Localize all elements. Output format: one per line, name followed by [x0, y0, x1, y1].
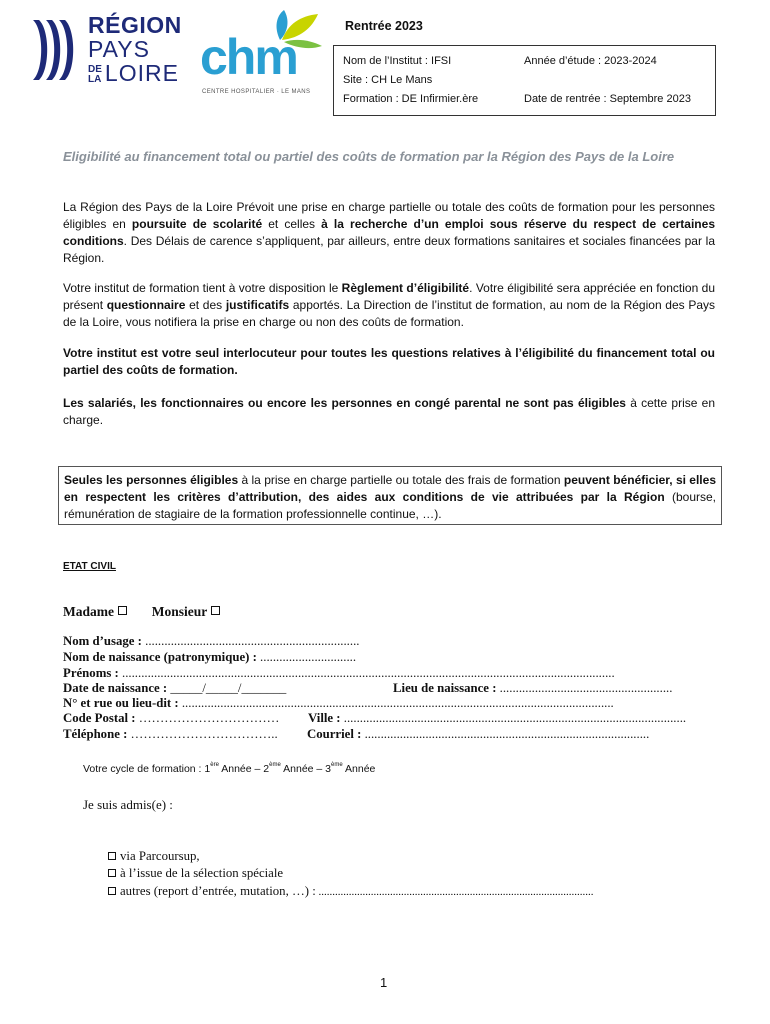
chm-logo	[200, 10, 325, 94]
region-logo-line2: PAYS	[88, 36, 150, 62]
text-run: Les salariés, les fonctionnaires ou encore les personnes en congé parental ne sont pas éligibles	[63, 396, 626, 410]
text-run: apportés. La Direction de l’institut de formation, au nom de la Région des Pays de la Loire, vous notifiera la prise en charge ou non des coûts de formation.	[63, 298, 716, 329]
nom-usage-label: Nom d’usage :	[63, 634, 142, 648]
text-run: Seules les personnes éligibles	[64, 473, 239, 487]
rentree-label: Rentrée 2023	[345, 19, 423, 33]
nom-usage-field[interactable]	[63, 634, 359, 649]
region-logo-line3: LOIRE	[104, 60, 179, 86]
admission-option-selection[interactable]	[108, 866, 283, 881]
text-run: (bourse, rémunération de stagiaire de la formation professionnelle continue, …).	[64, 490, 716, 521]
autres-dots: ....................................................................................................	[315, 886, 594, 898]
text-run: Votre institut est votre seul interlocuteur pour toutes les questions relatives à l’éligibilité du financement total ou partiel des coûts de formation.	[63, 346, 715, 377]
monsieur-label: Monsieur	[151, 604, 208, 619]
code-postal-dots: ……………………………	[135, 711, 280, 725]
prenoms-field[interactable]	[63, 666, 615, 681]
formation: Formation : DE Infirmier.ère	[343, 93, 479, 105]
lieu-naissance-label: Lieu de naissance :	[393, 681, 497, 695]
contact-paragraph	[63, 345, 715, 379]
chm-logo-word: chm	[200, 29, 297, 85]
courriel-field[interactable]	[307, 727, 649, 742]
telephone-label: Téléphone :	[63, 727, 128, 741]
study-year: Année d’étude : 2023-2024	[524, 55, 657, 67]
etat-civil-heading: ETAT CIVIL	[63, 561, 116, 572]
adresse-field[interactable]	[63, 696, 614, 711]
admission-option-parcoursup[interactable]	[108, 849, 200, 864]
chm-logo-subtitle: CENTRE HOSPITALIER · LE MANS	[202, 89, 311, 95]
nom-naissance-dots: ..............................	[256, 650, 357, 664]
code-postal-field[interactable]	[63, 711, 279, 726]
institute-info-box	[333, 45, 716, 116]
aid-notice-text	[64, 472, 716, 523]
institute-name: Nom de l’Institut : IFSI	[343, 55, 452, 67]
region-logo-line1: RÉGION	[88, 12, 182, 38]
text-run: La Région des Pays de la Loire Prévoit une prise en charge partielle ou totale des coûts de formation pour les personnes éligibles en	[63, 200, 715, 231]
autres-checkbox[interactable]	[108, 887, 116, 895]
selection-label: à l’issue de la sélection spéciale	[120, 866, 284, 880]
civility-choice	[63, 604, 220, 620]
telephone-dots: ……………………………..	[127, 727, 278, 741]
ville-dots: ...........................................................................................................	[340, 711, 687, 725]
region-logo-de-la: DE LA	[88, 64, 102, 85]
ville-label: Ville :	[308, 711, 341, 725]
intro-paragraph	[63, 199, 715, 267]
text-run: . Votre éligibilité sera appréciée en fonction du présent	[63, 281, 715, 312]
text-run: et celles	[262, 217, 322, 231]
prenoms-dots: ..........................................................................................................................................................	[118, 666, 615, 680]
lieu-naissance-field[interactable]	[393, 681, 672, 696]
nom-usage-dots: ...................................................................	[141, 634, 360, 648]
cycle-year-3: Année	[342, 763, 376, 775]
aid-notice-box	[58, 466, 722, 525]
adresse-dots: .......................................................................................................................................	[178, 696, 614, 710]
prenoms-label: Prénoms :	[63, 666, 119, 680]
cycle-sup-3: ème	[331, 762, 343, 768]
text-run: questionnaire	[106, 298, 186, 312]
madame-label: Madame	[63, 604, 114, 619]
telephone-field[interactable]	[63, 727, 278, 742]
code-postal-label: Code Postal :	[63, 711, 136, 725]
text-run: à cette prise en charge.	[63, 396, 716, 427]
selection-checkbox[interactable]	[108, 869, 116, 877]
text-run: et des	[185, 298, 226, 312]
eligibility-rules-paragraph	[63, 280, 715, 331]
madame-checkbox[interactable]	[118, 606, 127, 615]
start-date: Date de rentrée : Septembre 2023	[524, 93, 691, 105]
cycle-year-1: Année – 2	[218, 763, 270, 775]
adresse-label: N° et rue ou lieu-dit :	[63, 696, 179, 710]
ville-field[interactable]	[308, 711, 686, 726]
region-pays-de-la-loire-logo	[30, 14, 190, 86]
parcoursup-label: via Parcoursup,	[120, 849, 200, 863]
page-number: 1	[380, 975, 388, 990]
exclusions-paragraph	[63, 395, 715, 429]
nom-naissance-label: Nom de naissance (patronymique) :	[63, 650, 257, 664]
date-naissance-field[interactable]	[63, 681, 286, 696]
site: Site : CH Le Mans	[343, 74, 433, 86]
autres-label: autres (report d’entrée, mutation, …) :	[120, 884, 316, 898]
courriel-dots: .........................................................................................	[361, 727, 650, 741]
text-run: Règlement d’éligibilité	[341, 281, 470, 295]
cycle-sup-2: ème	[269, 762, 281, 768]
text-run: peuvent bénéficier, si elles en respectent les critères d’attribution, des aides aux conditions de vie attribuées par la Région	[64, 473, 716, 504]
text-run: à la prise en charge partielle ou totale des frais de formation	[238, 473, 564, 487]
text-run: Votre institut de formation tient à votre disposition le	[63, 281, 342, 295]
monsieur-checkbox[interactable]	[211, 606, 220, 615]
training-cycle	[83, 762, 375, 775]
admission-option-autres[interactable]	[108, 884, 594, 899]
document-title: Eligibilité au financement total ou partiel des coûts de formation par la Région des Pays de la Loire	[63, 149, 675, 164]
text-run: justificatifs	[225, 298, 290, 312]
cycle-year-2: Année – 3	[280, 763, 332, 775]
nom-naissance-field[interactable]	[63, 650, 356, 665]
date-naissance-value: _____/_____/_______	[167, 681, 287, 695]
region-logo-mark-icon	[30, 18, 82, 82]
cycle-label: Votre cycle de formation : 1	[83, 763, 211, 775]
courriel-label: Courriel :	[307, 727, 362, 741]
text-run: à la recherche d’un emploi sous réserve du respect de certaines conditions	[63, 217, 715, 248]
cycle-sup-1: ère	[210, 762, 219, 768]
text-run: poursuite de scolarité	[131, 217, 263, 231]
parcoursup-checkbox[interactable]	[108, 852, 116, 860]
admission-label: Je suis admis(e) :	[83, 797, 173, 812]
date-naissance-label: Date de naissance :	[63, 681, 168, 695]
text-run: . Des Délais de carence s’appliquent, par ailleurs, entre deux formations sanitaires et sociales financées par la Région.	[63, 234, 715, 265]
lieu-naissance-dots: ......................................................	[496, 681, 673, 695]
